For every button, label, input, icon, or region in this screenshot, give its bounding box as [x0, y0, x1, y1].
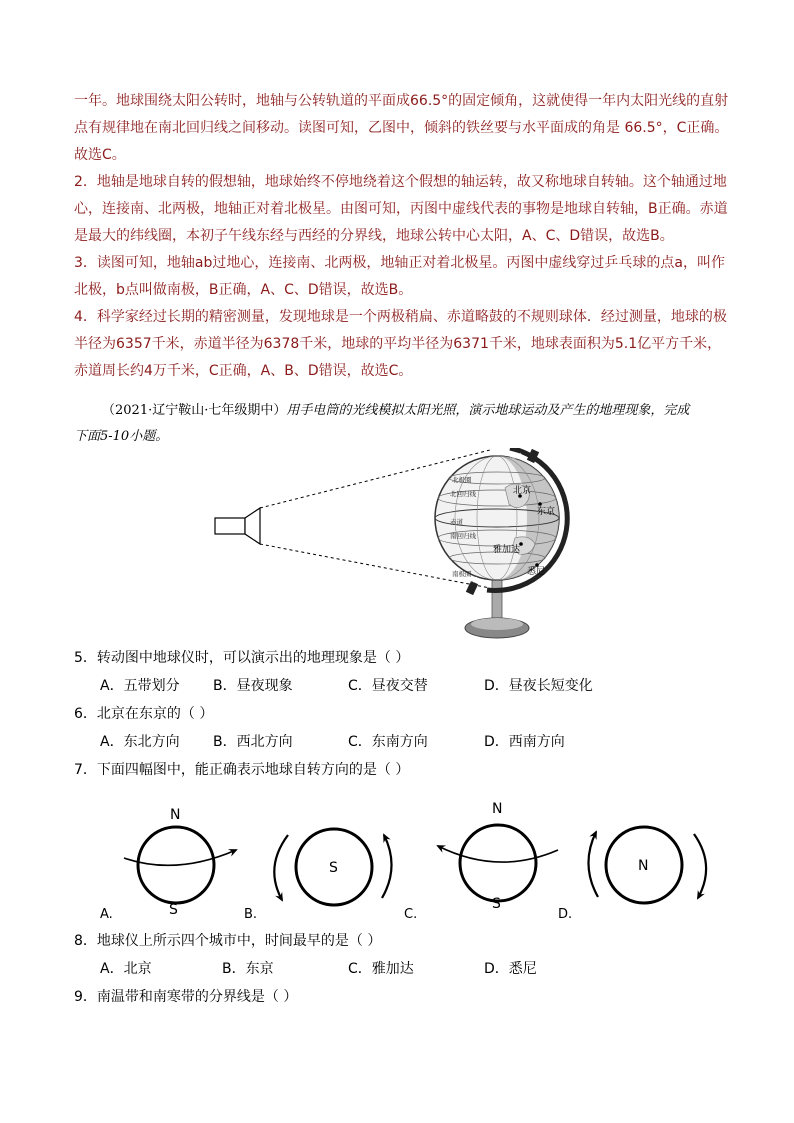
q6-option-a[interactable]: A．东北方向: [100, 734, 180, 750]
question-5: 5．转动图中地球仪时，可以演示出的地理现象是（ ）: [74, 650, 410, 666]
label-arctic-circle: 北极圈: [452, 476, 472, 484]
fig-c-north: N: [492, 801, 503, 817]
fig-b-south: S: [329, 860, 338, 876]
q5-option-d[interactable]: D．昼夜长短变化: [484, 678, 593, 694]
globe-flashlight-figure: [200, 448, 600, 644]
city-tokyo: 东京: [537, 507, 556, 517]
city-jakarta: 雅加达: [493, 545, 521, 555]
label-equator: 赤道: [450, 518, 463, 526]
city-sydney: 悉尼: [527, 567, 546, 577]
question-8: 8．地球仪上所示四个城市中，时间最早的是（ ）: [74, 933, 382, 949]
answer-4-line-1: 4．科学家经过长期的精密测量，发现地球是一个两极稍扁、赤道略鼓的不规则球体．经过测量，地球的极: [74, 309, 727, 325]
answer-4-line-2: 半径为6357千米，赤道半径为6378千米，地球的平均半径为6371千米，地球表面积为5.1亿平方千米，: [74, 336, 722, 352]
intro-source: （2021·辽宁鞍山·七年级期中）: [102, 403, 287, 418]
q6-option-d[interactable]: D．西南方向: [484, 734, 565, 750]
q8-option-a[interactable]: A．北京: [100, 961, 152, 977]
intro-text: 用手电筒的光线模拟太阳光照，演示地球运动及产生的地理现象，完成: [286, 403, 690, 418]
answer-3-line-1: 3．读图可知，地轴ab过地心，连接南、北两极，地轴正对着北极星。丙图中虚线穿过乒乓球的点a，叫作: [74, 255, 725, 271]
city-beijing: 北京: [513, 486, 532, 496]
q8-option-b[interactable]: B．东京: [222, 961, 274, 977]
globe: [435, 448, 567, 595]
fig-c-south: S: [492, 896, 501, 912]
answer-1-line-3: 故选C。: [74, 147, 126, 163]
figure-b[interactable]: [244, 829, 392, 922]
question-7: 7．下面四幅图中，能正确表示地球自转方向的是（ ）: [74, 762, 410, 778]
answer-2-line-2: 心，连接南、北两极，地轴正对着北极星。由图可知，丙图中虚线代表的事物是地球自转轴，B正确。赤道: [74, 201, 728, 217]
figure-c[interactable]: [404, 801, 558, 922]
rotation-figures: [96, 790, 726, 925]
answer-2-line-3: 是最大的纬线圈，本初子午线东经与西经的分界线，地球公转中心太阳，A、C、D错误，故选B。: [74, 228, 674, 244]
answer-2-line-1: 2．地轴是地球自转的假想轴，地球始终不停地绕着这个假想的轴运转，故又称地球自转轴。这个轴通过地: [74, 174, 727, 190]
answer-1-line-1: 一年。地球围绕太阳公转时，地轴与公转轨道的平面成66.5°的固定倾角，这就使得一年内太阳光线的直射: [74, 93, 729, 109]
answer-explanations: [74, 88, 734, 385]
fig-d-label: D.: [558, 907, 573, 922]
fig-d-north: N: [638, 858, 649, 874]
q8-option-c[interactable]: C．雅加达: [348, 961, 414, 977]
q5-option-c[interactable]: C．昼夜交替: [348, 678, 428, 694]
question-9: 9．南温带和南寒带的分界线是（ ）: [74, 989, 298, 1005]
fig-a-label: A.: [100, 907, 113, 922]
q6-option-b[interactable]: B．西北方向: [213, 734, 293, 750]
q5-option-b[interactable]: B．昼夜现象: [213, 678, 293, 694]
fig-a-south: S: [169, 902, 178, 918]
answer-1-line-2: 点有规律地在南北回归线之间移动。读图可知，乙图中，倾斜的铁丝要与水平面成的角是 66.5°，C正确。: [74, 120, 729, 136]
fig-b-label: B.: [244, 907, 258, 922]
label-tropic-capricorn: 南回归线: [450, 532, 476, 540]
question-group-intro: [74, 398, 734, 450]
figure-d[interactable]: [558, 827, 706, 922]
label-antarctic-circle: 南极圈: [452, 570, 472, 578]
label-north-pole: 北极: [510, 453, 523, 460]
fig-c-label: C.: [404, 907, 418, 922]
answer-4-line-3: 赤道周长约4万千米，C正确，A、B、D错误，故选C。: [74, 363, 413, 379]
label-south-pole: 南极: [466, 577, 479, 584]
label-tropic-cancer: 北回归线: [450, 490, 476, 498]
q5-option-a[interactable]: A．五带划分: [100, 678, 180, 694]
q6-option-c[interactable]: C．东南方向: [348, 734, 428, 750]
flashlight-icon: [215, 508, 260, 544]
fig-a-north: N: [170, 807, 181, 823]
question-6: 6．北京在东京的（ ）: [74, 706, 214, 722]
q8-option-d[interactable]: D．悉尼: [484, 961, 537, 977]
answer-3-line-2: 北极，b点叫做南极，B正确，A、C、D错误，故选B。: [74, 282, 413, 298]
figure-a[interactable]: [100, 807, 236, 922]
intro-text-2: 下面5-10小题。: [74, 429, 169, 444]
